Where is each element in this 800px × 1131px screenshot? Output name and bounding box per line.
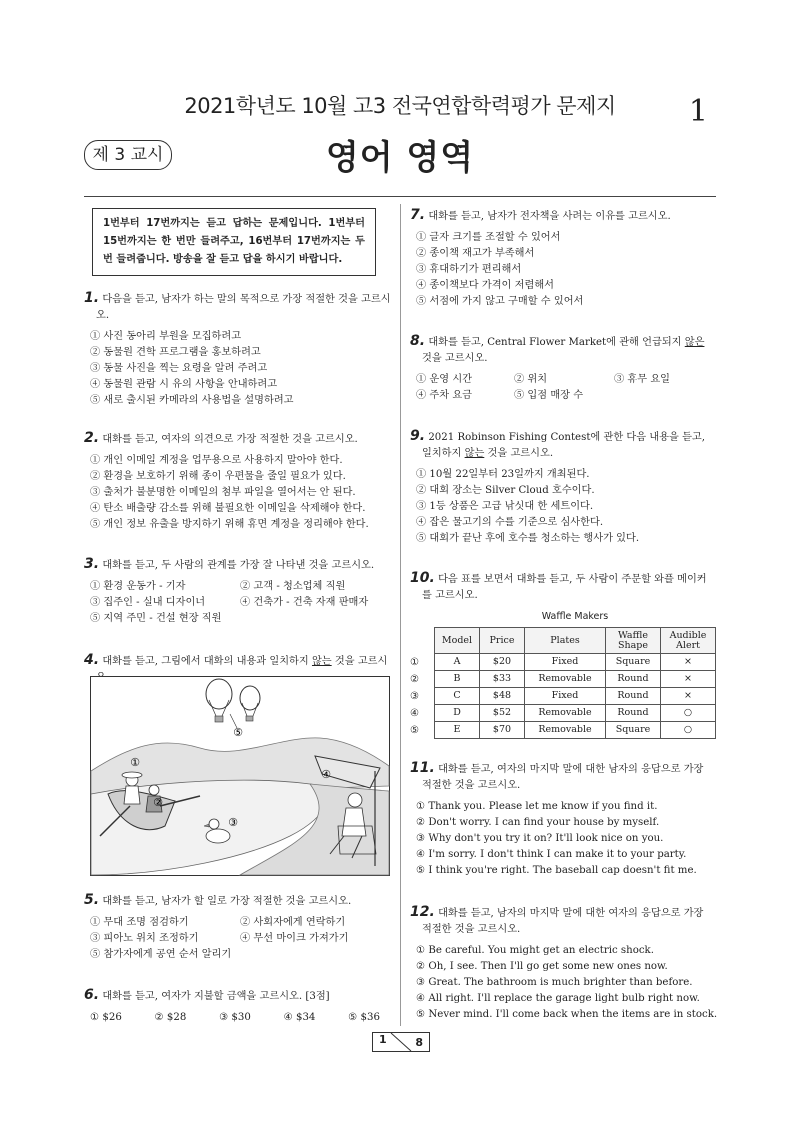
option[interactable]: ① Be careful. You might get an electric shock. [416, 945, 654, 956]
page-number: 1 [688, 94, 708, 129]
option[interactable]: ④ 주차 요금 [416, 390, 473, 401]
question-stem-post: 것을 고르시오. [422, 353, 488, 364]
option[interactable]: ③ 휴대하기가 편리해서 [416, 264, 522, 275]
option[interactable]: ① 환경 운동가 - 기자 [90, 581, 186, 592]
table-row [435, 705, 716, 722]
table-cell: Removable [525, 722, 606, 739]
option[interactable]: ④ All right. I'll replace the garage light bulb right now. [416, 993, 700, 1004]
question-12 [410, 904, 716, 1023]
option[interactable]: ⑤ $36 [348, 1012, 380, 1023]
option[interactable]: ⑤ 새로 출시된 카메라의 사용법을 설명하려고 [90, 395, 294, 406]
waffle-makers-table [434, 627, 716, 739]
option[interactable]: ③ 피아노 위치 조정하기 [90, 933, 199, 944]
session-badge: 제 3 교시 [84, 140, 172, 170]
question-stem-post: 것을 고르시 [334, 656, 388, 667]
option[interactable]: ④ I'm sorry. I don't think I can make it to your party. [416, 849, 687, 860]
header-divider [84, 196, 716, 197]
label-3[interactable]: ③ [228, 816, 238, 829]
label-4[interactable]: ④ [321, 768, 331, 781]
column-divider [400, 204, 401, 1026]
question-2 [84, 430, 394, 533]
table-row [435, 654, 716, 671]
question-number: 2. [84, 430, 100, 446]
question-number: 10. [410, 570, 435, 586]
question-number: 1. [84, 290, 100, 306]
row-marker[interactable]: ⑤ [410, 725, 419, 736]
page-title: 2021학년도 10월 고3 전국연합학력평가 문제지 [184, 94, 616, 118]
option[interactable]: ② 동물원 견학 프로그램을 홍보하려고 [90, 347, 261, 358]
listening-notice: 1번부터 17번까지는 듣고 답하는 문제입니다. 1번부터 15번까지는 한 번만 들려주고, 16번부터 17번까지는 두 번 들려줍니다. 방송을 잘 듣고 답을 하시기 바랍니다. [92, 208, 376, 276]
option[interactable]: ④ 무선 마이크 가져가기 [240, 933, 349, 944]
option[interactable]: ① 개인 이메일 계정을 업무용으로 사용하지 말아야 한다. [90, 455, 343, 466]
table-cell: Square [606, 722, 661, 739]
question-stem: 대화를 듣고, 여자의 의견으로 가장 적절한 것을 고르시오. [102, 434, 358, 445]
option[interactable]: ③ Why don't you try it on? It'll look nice on you. [416, 833, 664, 844]
table-cell: E [435, 722, 480, 739]
subject-title: 영어 영역 [325, 138, 475, 178]
option[interactable]: ⑤ Never mind. I'll come back when the items are in stock. [416, 1009, 718, 1020]
column-header: Price [480, 628, 525, 654]
table-cell: $33 [480, 671, 525, 688]
option[interactable]: ② 환경을 보호하기 위해 종이 우편물을 줄일 필요가 있다. [90, 471, 346, 482]
question-stem: 대화를 듣고, 여자가 지불할 금액을 고르시오. [3점] [102, 991, 330, 1002]
option[interactable]: ① 사진 동아리 부원을 모집하려고 [90, 331, 242, 342]
option[interactable]: ① 10월 22일부터 23일까지 개최된다. [416, 469, 590, 480]
option[interactable]: ③ 1등 상품은 고급 낚싯대 한 세트이다. [416, 501, 594, 512]
table-cell: Round [606, 705, 661, 722]
option[interactable]: ① $26 [90, 1012, 122, 1023]
label-5[interactable]: ⑤ [233, 726, 243, 739]
option[interactable]: ⑤ 서점에 가지 않고 구매할 수 있어서 [416, 296, 584, 307]
label-1[interactable]: ① [130, 756, 140, 769]
question-9 [410, 428, 716, 547]
question-stem-post: 것을 고르시오. [484, 448, 554, 459]
question-stem: 대화를 듣고, 두 사람의 관계를 가장 잘 나타낸 것을 고르시오. [102, 560, 375, 571]
question-3 [84, 556, 394, 627]
column-header: Waffle Shape [606, 628, 661, 654]
option[interactable]: ④ $34 [283, 1012, 316, 1023]
option[interactable]: ④ 종이책보다 가격이 저렴해서 [416, 280, 554, 291]
table-cell: × [661, 688, 716, 705]
column-header: Model [435, 628, 480, 654]
table-cell: $20 [480, 654, 525, 671]
row-marker[interactable]: ② [410, 674, 419, 685]
question-number: 4. [84, 652, 100, 668]
table-cell: Fixed [525, 688, 606, 705]
option[interactable]: ④ 건축가 - 건축 자재 판매자 [240, 597, 369, 608]
option[interactable]: ③ 휴무 요일 [614, 374, 671, 385]
question-stem-underline: 않은 [684, 337, 705, 348]
column-header: Audible Alert [661, 628, 716, 654]
question-number: 8. [410, 333, 426, 349]
question-number: 3. [84, 556, 100, 572]
table-cell: D [435, 705, 480, 722]
question-number: 6. [84, 987, 100, 1003]
question-number: 12. [410, 904, 435, 920]
table-row [435, 722, 716, 739]
option[interactable]: ③ 집주인 - 실내 디자이너 [90, 597, 206, 608]
question-number: 11. [410, 760, 435, 776]
option[interactable]: ② 대회 장소는 Silver Cloud 호수이다. [416, 485, 595, 496]
option[interactable]: ③ 동물 사진을 찍는 요령을 알려 주려고 [90, 363, 268, 374]
table-cell: C [435, 688, 480, 705]
question-stem: 대화를 듣고, 남자의 마지막 말에 대한 여자의 응답으로 가장 적절한 것을 고르시오. [422, 908, 704, 935]
table-cell: A [435, 654, 480, 671]
column-header: Plates [525, 628, 606, 654]
question-8 [410, 333, 716, 404]
table-cell: Round [606, 671, 661, 688]
option[interactable]: ② Oh, I see. Then I'll go get some new ones now. [416, 961, 668, 972]
row-marker[interactable]: ① [410, 657, 419, 668]
option[interactable]: ③ $30 [219, 1012, 251, 1023]
table-cell: Removable [525, 671, 606, 688]
option[interactable]: ② $28 [154, 1012, 187, 1023]
table-cell: B [435, 671, 480, 688]
page-indicator [372, 1032, 430, 1052]
question-stem-pre: 대화를 듣고, 그림에서 대화의 내용과 일치하지 [102, 656, 312, 667]
option[interactable]: ② 종이책 재고가 부족해서 [416, 248, 535, 259]
total-pages: 8 [415, 1036, 423, 1049]
row-marker[interactable]: ④ [410, 708, 419, 719]
option[interactable]: ② 위치 [514, 374, 548, 385]
table-cell: Round [606, 688, 661, 705]
option[interactable]: ⑤ 참가자에게 공연 순서 알리기 [90, 949, 232, 960]
table-row [435, 671, 716, 688]
option[interactable]: ④ 잡은 물고기의 수를 기준으로 심사한다. [416, 517, 604, 528]
row-markers [410, 654, 419, 739]
question-1 [84, 290, 394, 409]
table-cell: $48 [480, 688, 525, 705]
question-number: 7. [410, 207, 426, 223]
table-cell: Fixed [525, 654, 606, 671]
option[interactable]: ② 고객 - 청소업체 직원 [240, 581, 346, 592]
question-11 [410, 760, 716, 879]
table-cell: ○ [661, 722, 716, 739]
left-column [84, 208, 394, 276]
option[interactable]: ② Don't worry. I can find your house by myself. [416, 817, 660, 828]
option[interactable]: ⑤ 입점 매장 수 [514, 390, 584, 401]
option[interactable]: ⑤ 지역 주민 - 건설 현장 직원 [90, 613, 222, 624]
option[interactable]: ⑤ 개인 정보 유출을 방지하기 위해 휴면 계정을 정리해야 한다. [90, 519, 369, 530]
table-cell: ○ [661, 705, 716, 722]
option[interactable]: ③ Great. The bathroom is much brighter than before. [416, 977, 693, 988]
option[interactable]: ③ 출처가 불분명한 이메일의 첨부 파일을 열어서는 안 된다. [90, 487, 356, 498]
question-stem: 대화를 듣고, 남자가 할 일로 가장 적절한 것을 고르시오. [102, 896, 352, 907]
question-5 [84, 892, 394, 963]
lake-illustration [90, 676, 390, 876]
option[interactable]: ④ 탄소 배출량 감소를 위해 불필요한 이메일을 삭제해야 한다. [90, 503, 366, 514]
question-stem-underline: 않는 [311, 656, 332, 667]
question-7 [410, 207, 716, 310]
question-number: 9. [410, 428, 426, 444]
table-cell: × [661, 654, 716, 671]
question-stem-pre: 2021 Robinson Fishing Contest에 관한 다음 내용을 듣고, 일치하지 [422, 432, 706, 459]
option[interactable]: ② 사회자에게 연락하기 [240, 917, 346, 928]
row-marker[interactable]: ③ [410, 691, 419, 702]
table-cell: Removable [525, 705, 606, 722]
table-row [435, 688, 716, 705]
option[interactable]: ⑤ I think you're right. The baseball cap doesn't fit me. [416, 865, 697, 876]
question-10 [410, 570, 716, 739]
question-6 [84, 987, 394, 1026]
question-stem-underline: 않는 [464, 448, 485, 459]
table-title: Waffle Makers [541, 611, 609, 622]
label-2[interactable]: ② [153, 796, 163, 809]
option[interactable]: ① 무대 조명 점검하기 [90, 917, 189, 928]
current-page: 1 [379, 1033, 387, 1046]
table-header-row [435, 628, 716, 654]
option[interactable]: ⑤ 대회가 끝난 후에 호수를 청소하는 행사가 있다. [416, 533, 640, 544]
option[interactable]: ① Thank you. Please let me know if you find it. [416, 801, 658, 812]
question-stem: 다음을 듣고, 남자가 하는 말의 목적으로 가장 적절한 것을 고르시오. [96, 294, 391, 321]
question-stem: 대화를 듣고, 남자가 전자책을 사려는 이유를 고르시오. [428, 211, 671, 222]
table-cell: Square [606, 654, 661, 671]
question-stem: 다음 표를 보면서 대화를 듣고, 두 사람이 주문할 와플 메이커를 고르시오. [422, 574, 707, 601]
question-stem-pre: 대화를 듣고, Central Flower Market에 관해 언급되지 [428, 337, 685, 348]
question-number: 5. [84, 892, 100, 908]
table-cell: $70 [480, 722, 525, 739]
option[interactable]: ④ 동물원 관람 시 유의 사항을 안내하려고 [90, 379, 278, 390]
option[interactable]: ① 운영 시간 [416, 374, 473, 385]
table-cell: $52 [480, 705, 525, 722]
question-stem: 대화를 듣고, 여자의 마지막 말에 대한 남자의 응답으로 가장 적절한 것을 고르시오. [422, 764, 704, 791]
option[interactable]: ① 글자 크기를 조절할 수 있어서 [416, 232, 561, 243]
table-cell: × [661, 671, 716, 688]
